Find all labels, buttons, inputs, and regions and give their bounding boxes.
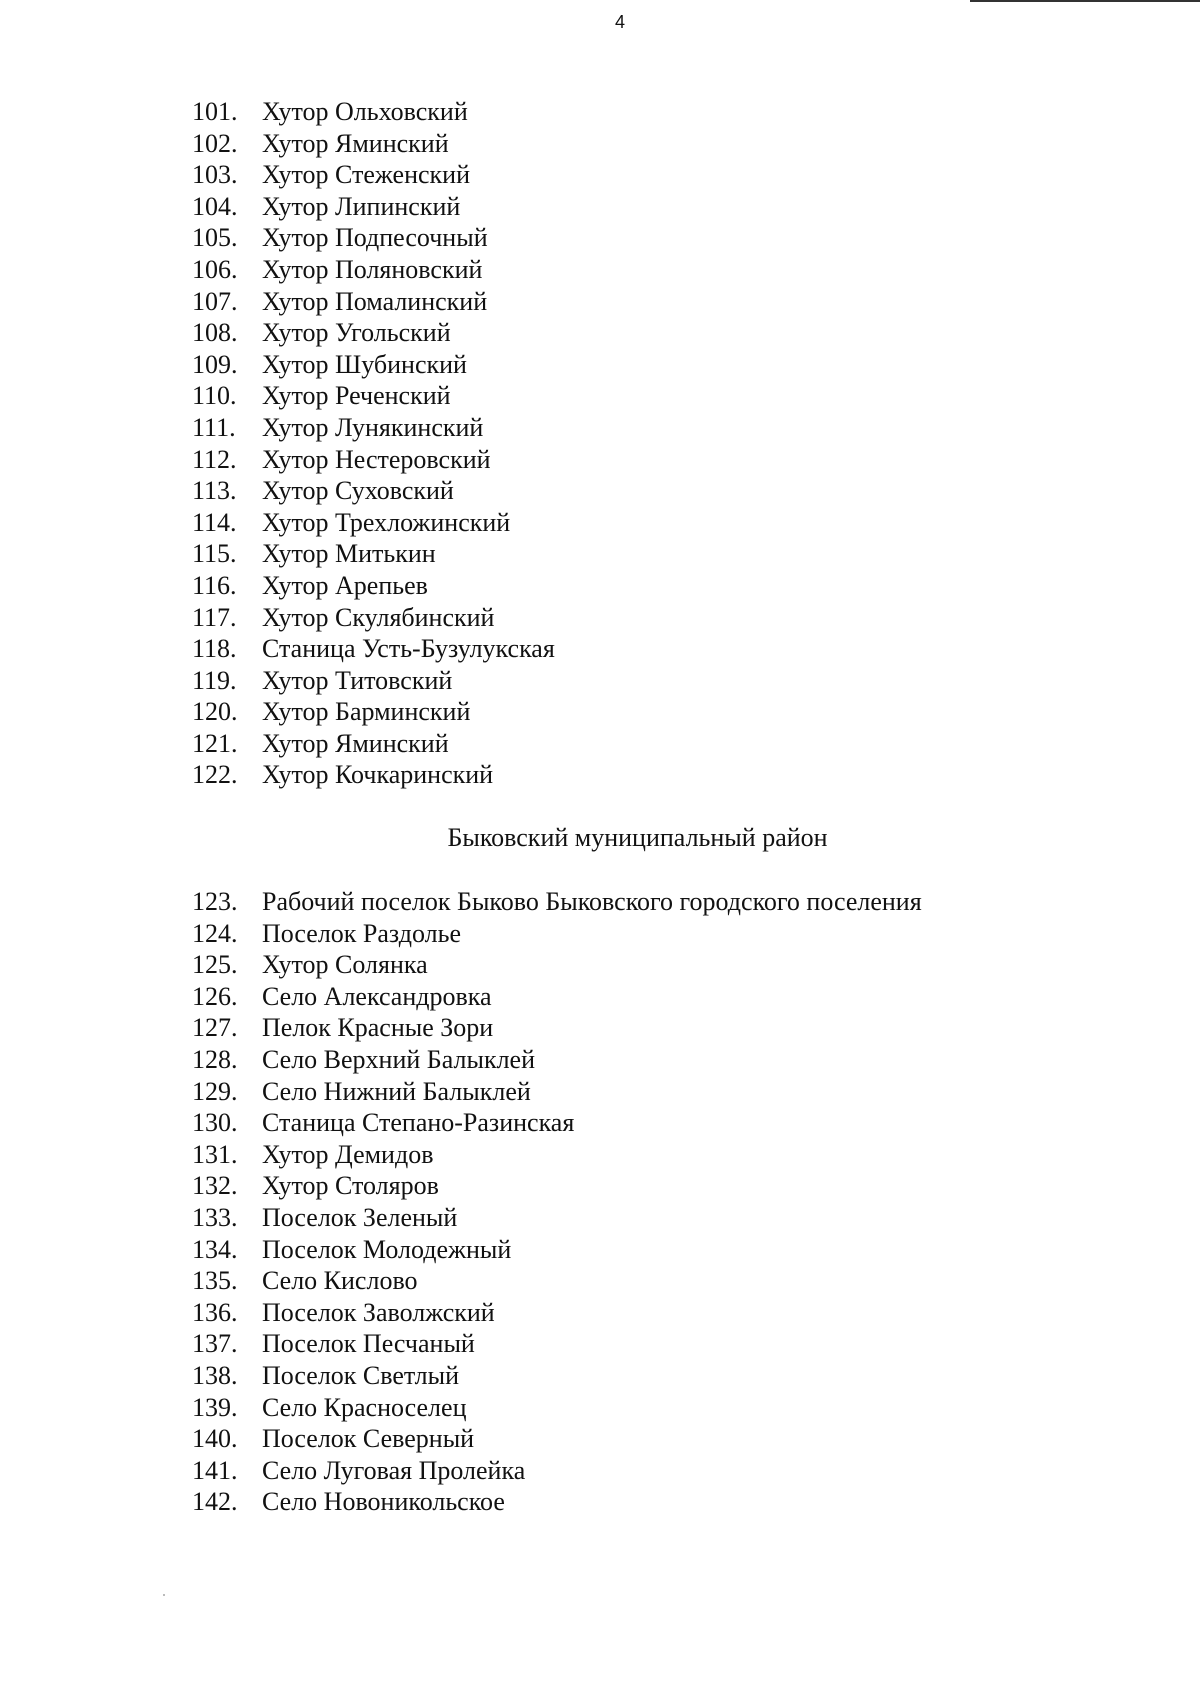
list-item [192, 886, 922, 918]
list-item [192, 1297, 922, 1329]
list-item [192, 380, 555, 412]
list-item [192, 191, 555, 223]
item-number: 116. [192, 570, 237, 600]
item-number: 122. [192, 760, 238, 790]
settlement-list-1 [192, 96, 555, 791]
item-number: 121. [192, 728, 238, 758]
item-text: Хутор Кочкаринский [262, 760, 494, 790]
item-number: 118. [192, 634, 237, 664]
list-item [192, 1392, 922, 1424]
list-item [192, 1360, 922, 1392]
list-item [192, 1012, 922, 1044]
item-text: Хутор Угольский [262, 318, 451, 348]
list-item [192, 1265, 922, 1297]
item-text: Станица Усть-Бузулукская [262, 634, 555, 664]
list-item [192, 1234, 922, 1266]
settlement-list-2 [192, 886, 922, 1518]
item-text: Хутор Ольховский [262, 97, 468, 126]
item-number: 132. [192, 1171, 238, 1201]
item-text: Село Верхний Балыклей [262, 1044, 535, 1074]
item-text: Поселок Песчаный [262, 1329, 475, 1359]
item-number: 109. [192, 349, 238, 379]
item-text: Село Кислово [262, 1266, 418, 1296]
list-item [192, 222, 555, 254]
list-item [192, 1423, 922, 1455]
item-text: Поселок Светлый [262, 1360, 460, 1390]
list-item [192, 1202, 922, 1234]
list-item [192, 1170, 922, 1202]
item-text: Хутор Шубинский [262, 349, 467, 379]
item-text: Хутор Суховский [262, 476, 454, 506]
list-item [192, 759, 555, 791]
scan-speck [163, 1594, 165, 1596]
item-text: Поселок Северный [262, 1424, 475, 1454]
item-number: 141. [192, 1455, 238, 1485]
list-item [192, 1139, 922, 1171]
list-item [192, 507, 555, 539]
item-number: 137. [192, 1329, 238, 1359]
item-text: Пелок Красные Зори [262, 1013, 494, 1043]
top-edge-line [970, 0, 1200, 2]
item-text: Хутор Реченский [262, 381, 451, 411]
item-number: 108. [192, 318, 238, 348]
item-number: 110. [192, 381, 237, 411]
item-text: Село Новоникольское [262, 1487, 505, 1517]
item-text: Поселок Молодежный [262, 1234, 512, 1264]
item-text: Хутор Яминский [262, 128, 449, 158]
list-item [192, 286, 555, 318]
item-text: Село Красноселец [262, 1392, 467, 1422]
list-item [192, 1486, 922, 1518]
item-number: 105. [192, 223, 238, 253]
item-text: Поселок Зеленый [262, 1202, 458, 1232]
page-number: 4 [614, 12, 625, 32]
item-number: 107. [192, 286, 238, 316]
item-text: Село Луговая Пролейка [262, 1455, 526, 1485]
list-item [192, 570, 555, 602]
list-item [192, 475, 555, 507]
list-item [192, 602, 555, 634]
item-number: 129. [192, 1076, 238, 1106]
item-number: 106. [192, 254, 238, 284]
list-item [192, 444, 555, 476]
list-item [192, 949, 922, 981]
item-text: Станица Степано-Разинская [262, 1108, 575, 1138]
item-text: Хутор Титовский [262, 665, 453, 695]
list-item [192, 1044, 922, 1076]
item-text: Село Александровка [262, 981, 492, 1011]
item-text: Поселок Заволжский [262, 1297, 495, 1327]
list-item [192, 696, 555, 728]
item-number: 113. [192, 476, 237, 506]
item-text: Хутор Трехложинский [262, 507, 511, 537]
list-item [192, 1455, 922, 1487]
list-item [192, 1107, 922, 1139]
item-number: 123. [192, 887, 238, 916]
item-number: 124. [192, 918, 238, 948]
list-item [192, 159, 555, 191]
item-number: 103. [192, 160, 238, 190]
item-number: 101. [192, 97, 238, 126]
item-number: 134. [192, 1234, 238, 1264]
list-item [192, 1328, 922, 1360]
list-item [192, 665, 555, 697]
item-number: 139. [192, 1392, 238, 1422]
item-text: Хутор Лунякинский [262, 412, 484, 442]
item-number: 119. [192, 665, 237, 695]
item-text: Хутор Липинский [262, 191, 461, 221]
item-number: 135. [192, 1266, 238, 1296]
item-number: 104. [192, 191, 238, 221]
item-number: 125. [192, 950, 238, 980]
item-number: 126. [192, 981, 238, 1011]
section-heading: Быковский муниципальный район [447, 823, 828, 852]
item-number: 117. [192, 602, 237, 632]
item-text: Рабочий поселок Быково Быковского городского поселения [262, 887, 922, 916]
item-text: Хутор Поляновский [262, 254, 483, 284]
item-text: Хутор Митькин [262, 539, 436, 569]
item-number: 128. [192, 1044, 238, 1074]
list-item [192, 633, 555, 665]
item-number: 102. [192, 128, 238, 158]
item-text: Поселок Раздолье [262, 918, 461, 948]
list-item [192, 128, 555, 160]
item-text: Хутор Солянка [262, 950, 428, 980]
item-number: 111. [192, 412, 236, 442]
item-text: Хутор Демидов [262, 1139, 434, 1169]
item-number: 136. [192, 1297, 238, 1327]
list-item [192, 918, 922, 950]
item-number: 115. [192, 539, 237, 569]
item-text: Хутор Скулябинский [262, 602, 495, 632]
list-item [192, 412, 555, 444]
item-text: Хутор Арепьев [262, 570, 428, 600]
item-text: Хутор Помалинский [262, 286, 488, 316]
item-text: Хутор Нестеровский [262, 444, 491, 474]
item-text: Хутор Подпесочный [262, 223, 488, 253]
item-text: Хутор Яминский [262, 728, 449, 758]
item-text: Хутор Стеженский [262, 160, 470, 190]
item-number: 130. [192, 1108, 238, 1138]
item-number: 142. [192, 1487, 238, 1517]
item-number: 112. [192, 444, 237, 474]
item-number: 131. [192, 1139, 238, 1169]
item-number: 133. [192, 1202, 238, 1232]
list-item [192, 981, 922, 1013]
list-item [192, 317, 555, 349]
list-item [192, 96, 555, 128]
item-number: 140. [192, 1424, 238, 1454]
item-text: Хутор Столяров [262, 1171, 439, 1201]
list-item [192, 538, 555, 570]
item-number: 127. [192, 1013, 238, 1043]
item-number: 120. [192, 697, 238, 727]
item-number: 138. [192, 1360, 238, 1390]
item-number: 114. [192, 507, 237, 537]
item-text: Хутор Барминский [262, 697, 471, 727]
list-item [192, 1076, 922, 1108]
list-item [192, 349, 555, 381]
list-item [192, 254, 555, 286]
list-item [192, 728, 555, 760]
item-text: Село Нижний Балыклей [262, 1076, 531, 1106]
